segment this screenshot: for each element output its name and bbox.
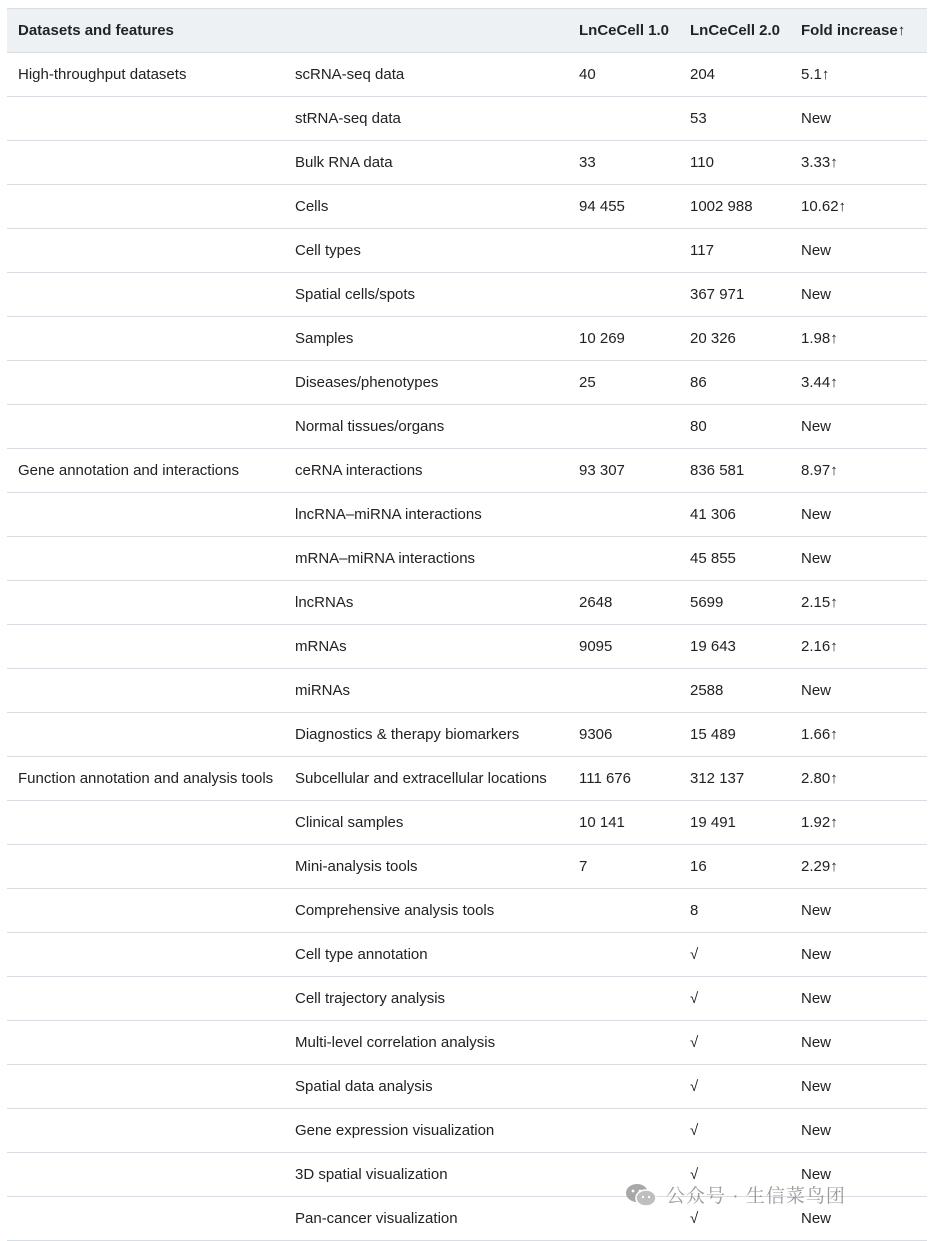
feature-cell: Gene expression visualization: [295, 1122, 495, 1139]
lncecell-2-value: 86: [690, 374, 707, 391]
feature-cell: mRNAs: [295, 638, 347, 655]
fold-increase-value: 5.1↑: [801, 66, 830, 83]
fold-increase-value: New: [801, 990, 832, 1007]
lncecell-2-value: 20 326: [690, 330, 736, 347]
header-fold-increase: Fold increase↑: [801, 22, 906, 39]
lncecell-2-value: √: [690, 1034, 699, 1051]
table-row: [7, 97, 927, 141]
header-lncecell-1: LnCeCell 1.0: [579, 22, 670, 39]
fold-increase-value: New: [801, 1210, 832, 1227]
table-row: [7, 713, 927, 757]
table-row: [7, 141, 927, 185]
header-datasets-features: Datasets and features: [18, 22, 174, 39]
lncecell-2-value: 836 581: [690, 462, 745, 479]
table-header-row: [7, 9, 927, 53]
fold-increase-value: New: [801, 418, 832, 435]
lncecell-1-value: 33: [579, 154, 596, 171]
feature-cell: Comprehensive analysis tools: [295, 902, 495, 919]
table-row: [7, 537, 927, 581]
feature-cell: ceRNA interactions: [295, 462, 423, 479]
category-cell: Gene annotation and interactions: [18, 462, 239, 479]
feature-cell: Pan-cancer visualization: [295, 1210, 458, 1227]
table-row: [7, 405, 927, 449]
fold-increase-value: 10.62↑: [801, 198, 847, 215]
feature-cell: Diseases/phenotypes: [295, 374, 439, 391]
lncecell-1-value: 10 141: [579, 814, 625, 831]
fold-increase-value: 2.16↑: [801, 638, 838, 655]
feature-cell: Cells: [295, 198, 329, 215]
watermark-text: 公众号 · 生信菜鸟团: [666, 1186, 846, 1207]
lncecell-2-value: 41 306: [690, 506, 736, 523]
lncecell-2-value: 367 971: [690, 286, 745, 303]
table-row: [7, 1109, 927, 1153]
fold-increase-value: 8.97↑: [801, 462, 838, 479]
table-row: [7, 669, 927, 713]
fold-increase-value: 2.80↑: [801, 770, 838, 787]
table-row: [7, 845, 927, 889]
fold-increase-value: New: [801, 682, 832, 699]
lncecell-2-value: 45 855: [690, 550, 736, 567]
lncecell-1-value: 10 269: [579, 330, 625, 347]
lncecell-2-value: √: [690, 990, 699, 1007]
fold-increase-value: New: [801, 946, 832, 963]
lncecell-2-value: 53: [690, 110, 707, 127]
feature-cell: mRNA–miRNA interactions: [295, 550, 476, 567]
feature-cell: Clinical samples: [295, 814, 404, 831]
table-row: [7, 1021, 927, 1065]
fold-increase-value: New: [801, 1122, 832, 1139]
lncecell-1-value: 9095: [579, 638, 613, 655]
lncecell-2-value: 110: [690, 154, 714, 171]
table-row: [7, 801, 927, 845]
header-lncecell-2: LnCeCell 2.0: [690, 22, 781, 39]
lncecell-1-value: 94 455: [579, 198, 625, 215]
feature-cell: 3D spatial visualization: [295, 1166, 448, 1183]
feature-cell: Cell trajectory analysis: [295, 990, 446, 1007]
table-row: [7, 757, 927, 801]
fold-increase-value: 2.29↑: [801, 858, 838, 875]
category-cell: Function annotation and analysis tools: [18, 770, 274, 787]
lncecell-1-value: 40: [579, 66, 596, 83]
lncecell-2-value: √: [690, 1210, 699, 1227]
lncecell-2-value: 15 489: [690, 726, 736, 743]
fold-increase-value: New: [801, 286, 832, 303]
table-row: [7, 493, 927, 537]
lncecell-2-value: 19 491: [690, 814, 736, 831]
fold-increase-value: New: [801, 1078, 832, 1095]
fold-increase-value: 1.66↑: [801, 726, 838, 743]
fold-increase-value: New: [801, 902, 832, 919]
feature-cell: lncRNA–miRNA interactions: [295, 506, 482, 523]
fold-increase-value: 1.98↑: [801, 330, 838, 347]
feature-cell: Normal tissues/organs: [295, 418, 445, 435]
table-body: [7, 53, 927, 1241]
lncecell-2-value: 1002 988: [690, 198, 753, 215]
lncecell-1-value: 7: [579, 858, 588, 875]
table-row: [7, 977, 927, 1021]
feature-cell: Cell types: [295, 242, 361, 259]
table-row: [7, 1065, 927, 1109]
table-row: [7, 933, 927, 977]
lncecell-2-value: 80: [690, 418, 707, 435]
feature-cell: stRNA-seq data: [295, 110, 401, 127]
lncecell-1-value: 25: [579, 374, 596, 391]
table-row: [7, 361, 927, 405]
watermark: [624, 1181, 846, 1208]
fold-increase-value: New: [801, 1034, 832, 1051]
wechat-icon: [624, 1182, 658, 1208]
lncecell-2-value: 5699: [690, 594, 724, 611]
feature-cell: Cell type annotation: [295, 946, 428, 963]
feature-cell: Diagnostics & therapy biomarkers: [295, 726, 520, 743]
feature-cell: Subcellular and extracellular locations: [295, 770, 547, 787]
table-row: [7, 625, 927, 669]
fold-increase-value: 2.15↑: [801, 594, 838, 611]
lncecell-1-value: 2648: [579, 594, 613, 611]
feature-cell: lncRNAs: [295, 594, 354, 611]
fold-increase-value: 1.92↑: [801, 814, 838, 831]
lncecell-1-value: 9306: [579, 726, 613, 743]
feature-cell: Samples: [295, 330, 354, 347]
lncecell-2-value: 16: [690, 858, 707, 875]
fold-increase-value: New: [801, 550, 832, 567]
feature-cell: Mini-analysis tools: [295, 858, 418, 875]
lncecell-2-value: 312 137: [690, 770, 745, 787]
feature-cell: Spatial cells/spots: [295, 286, 416, 303]
table-row: [7, 449, 927, 493]
lncecell-2-value: 117: [690, 242, 714, 259]
lncecell-2-value: √: [690, 946, 699, 963]
feature-cell: Spatial data analysis: [295, 1078, 433, 1095]
lncecell-2-value: 8: [690, 902, 699, 919]
fold-increase-value: 3.44↑: [801, 374, 838, 391]
feature-cell: scRNA-seq data: [295, 66, 405, 83]
fold-increase-value: New: [801, 110, 832, 127]
feature-cell: miRNAs: [295, 682, 350, 699]
feature-cell: Bulk RNA data: [295, 154, 393, 171]
table-row: [7, 185, 927, 229]
lncecell-1-value: 111 676: [579, 770, 631, 787]
table-row: [7, 53, 927, 97]
fold-increase-value: New: [801, 1166, 832, 1183]
table-row: [7, 889, 927, 933]
lncecell-2-value: √: [690, 1078, 699, 1095]
feature-cell: Multi-level correlation analysis: [295, 1034, 496, 1051]
lncecell-1-value: 93 307: [579, 462, 625, 479]
table-row: [7, 317, 927, 361]
lncecell-2-value: 204: [690, 66, 716, 83]
table-row: [7, 273, 927, 317]
lncecell-2-value: √: [690, 1122, 699, 1139]
lncecell-2-value: √: [690, 1166, 699, 1183]
comparison-table: [7, 8, 927, 1241]
table-row: [7, 581, 927, 625]
fold-increase-value: 3.33↑: [801, 154, 838, 171]
category-cell: High-throughput datasets: [18, 66, 187, 83]
lncecell-2-value: 19 643: [690, 638, 736, 655]
lncecell-2-value: 2588: [690, 682, 724, 699]
fold-increase-value: New: [801, 506, 832, 523]
fold-increase-value: New: [801, 242, 832, 259]
table-row: [7, 229, 927, 273]
